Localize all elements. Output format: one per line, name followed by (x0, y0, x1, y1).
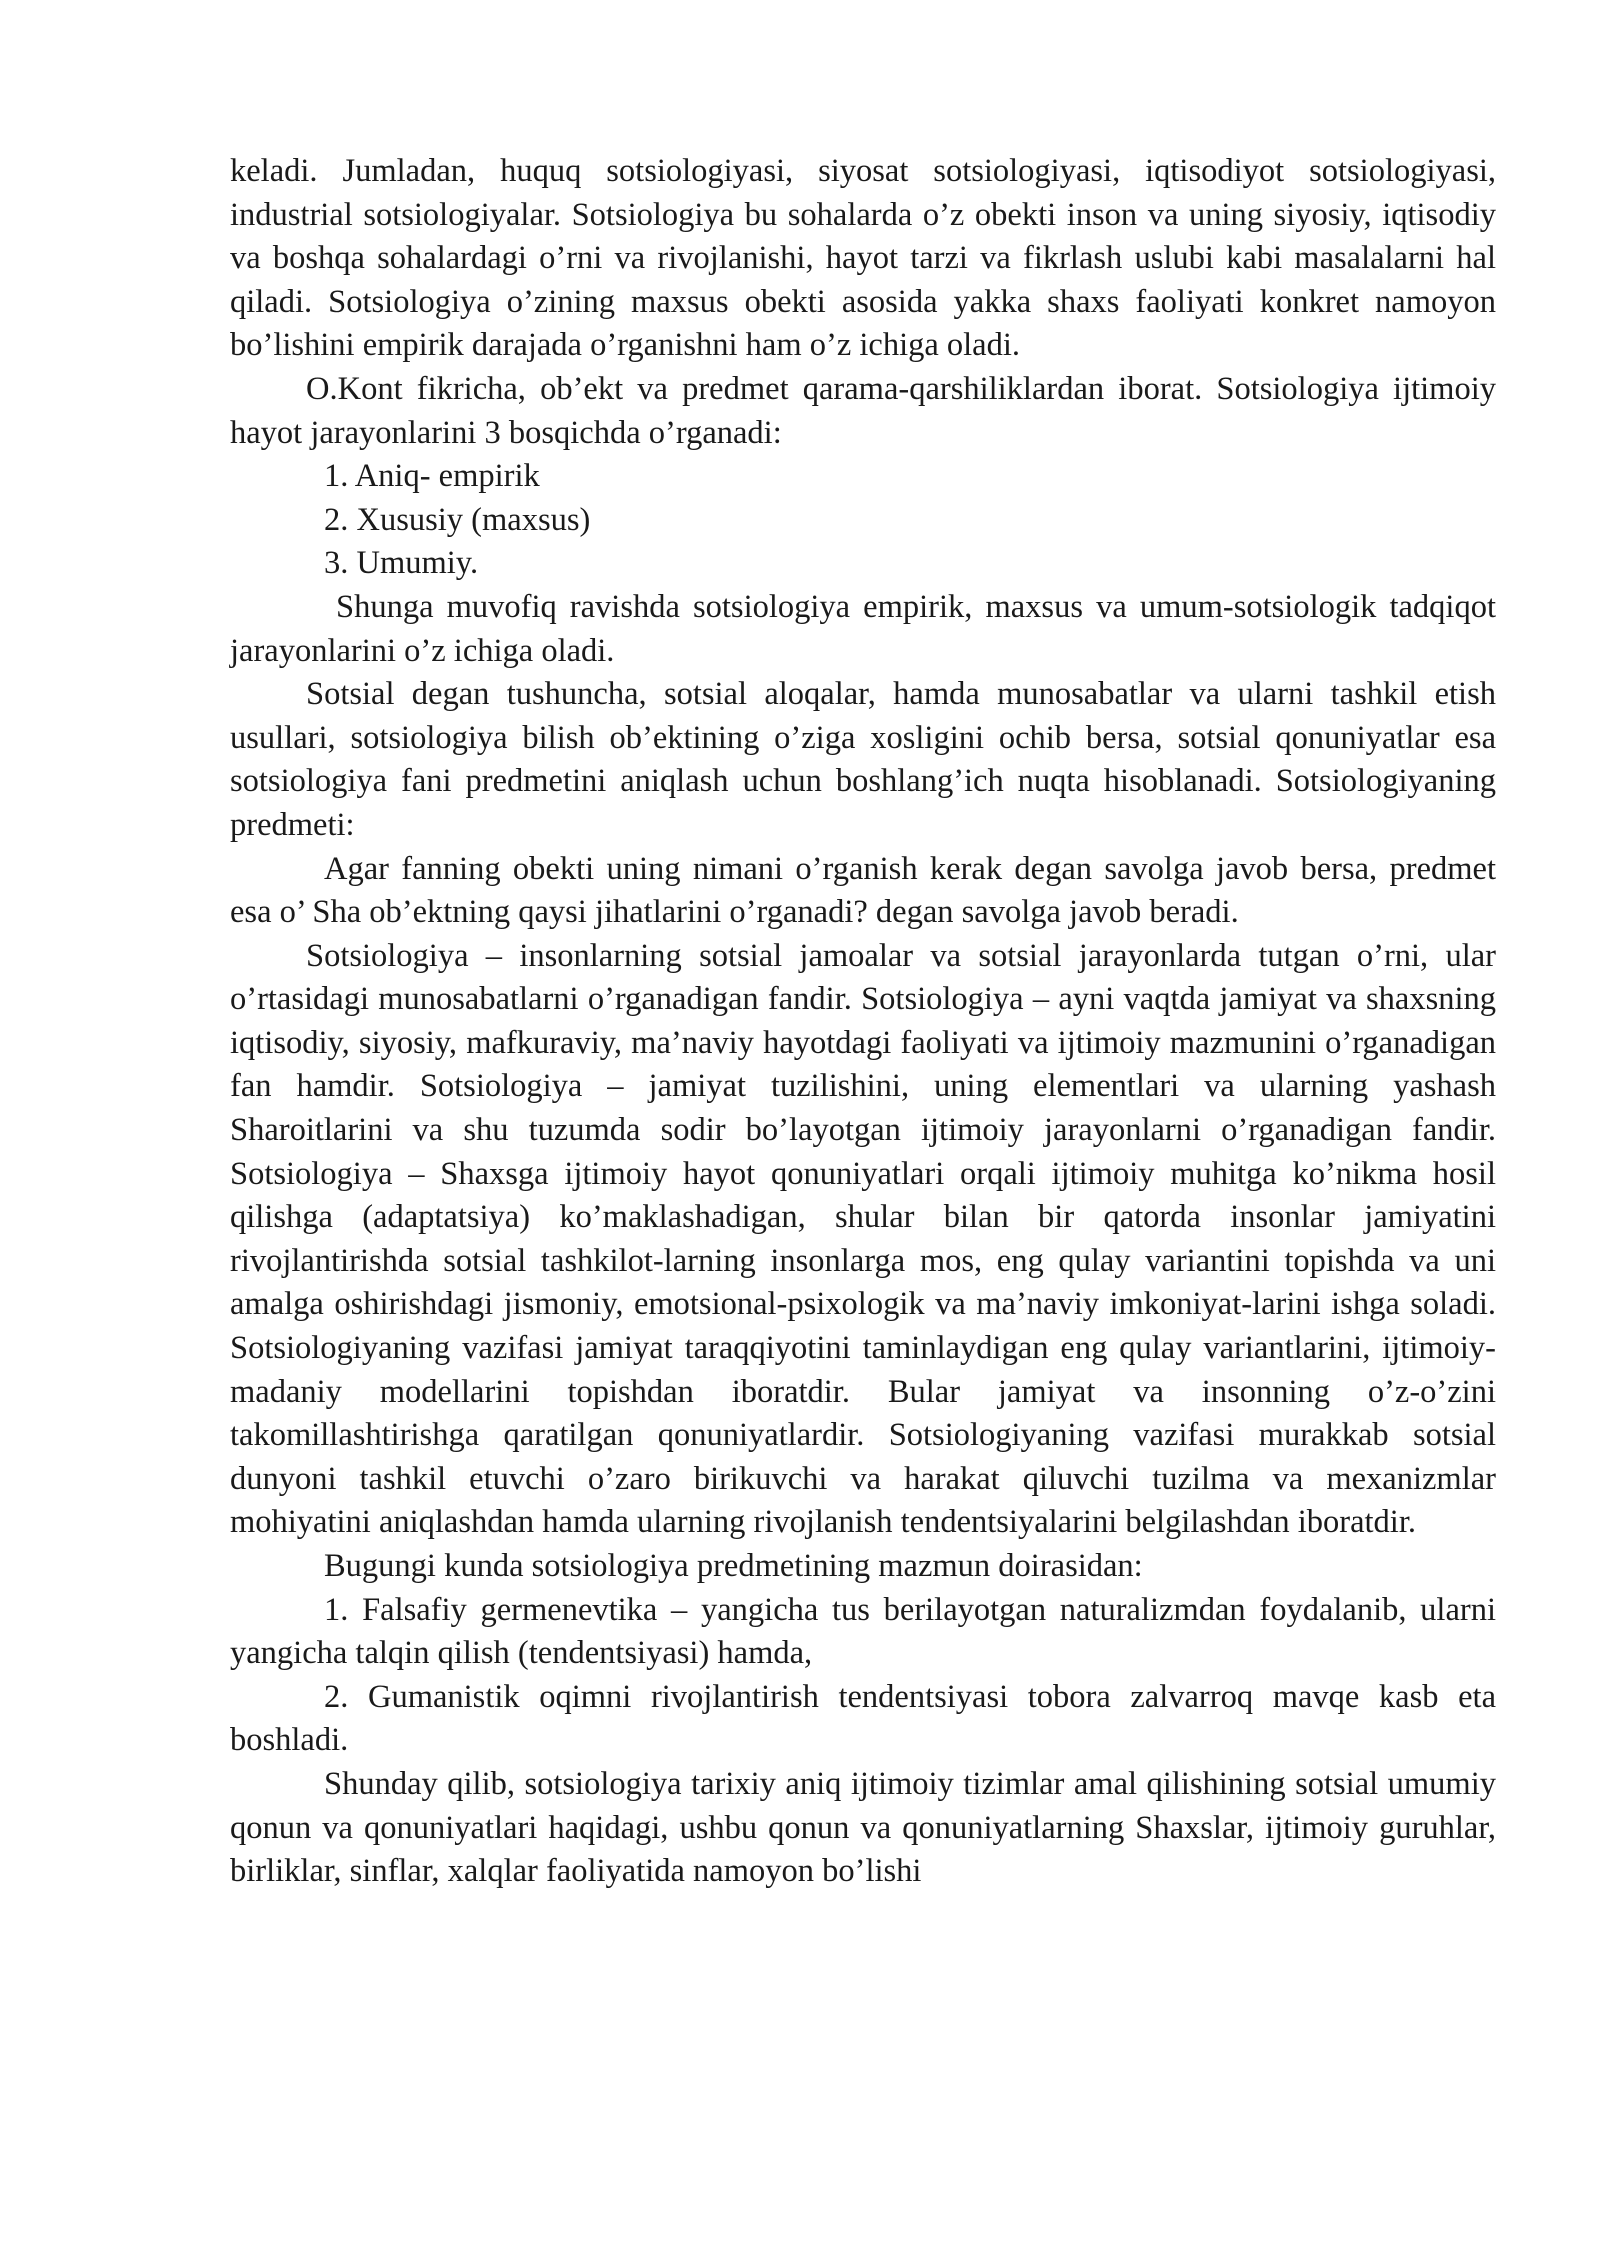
paragraph-conclusion: Shunday qilib, sotsiologiya tarixiy aniq ijtimoiy tizimlar amal qilishining sotsial umumiy qonun va qonuniyatlari haqidagi, ushbu qonun va qonuniyatlarning Shaxslar, ijtimoiy guruhlar, birliklar, sinflar, xalqlar faoliyatida namoyon bo’lishi (230, 1765, 1496, 1890)
list-item-stage-2: 2. Xususiy (maxsus) (324, 501, 591, 538)
paragraph-kont: O.Kont fikricha, ob’ekt va predmet qarama-qarshiliklardan iborat. Sotsiologiya ijtimoiy hayot jarayonlarini 3 bosqichda o’rganadi: (230, 370, 1496, 451)
paragraph-intro: keladi. Jumladan, huquq sotsiologiyasi, siyosat sotsiologiyasi, iqtisodiyot sotsiologiyasi, industrial sotsiologiyalar. Sotsiologiya bu sohalarda o’z obekti inson va uning siyosiy, iqtisodiy va boshqa sohalardagi o’rni va rivojlanishi, hayot tarzi va fikrlash uslubi kabi masalalarni hal qiladi. Sotsiologiya o’zining maxsus obekti asosida yakka shaxs faoliyati konkret namoyon bo’lishini empirik darajada o’rganishni ham o’z ichiga oladi. (230, 153, 1496, 364)
paragraph-today: Bugungi kunda sotsiologiya predmetining mazmun doirasidan: (324, 1548, 1143, 1584)
list-item-trend-1: 1. Falsafiy germenevtika – yangicha tus berilayotgan naturalizmdan foydalanib, ularni yangicha talqin qilish (tendentsiyasi) hamda, (230, 1591, 1496, 1672)
paragraph-definition: Sotsiologiya – insonlarning sotsial jamoalar va sotsial jarayonlarda tutgan o’rni, ular o’rtasidagi munosabatlarni o’rganadigan fandir. Sotsiologiya – ayni vaqtda jamiyat va shaxsning iqtisodiy, siyosiy, mafkuraviy, ma’naviy hayotdagi faoliyati va ijtimoiy mazmunini o’rganadigan fan hamdir. Sotsiologiya – jamiyat tuzilishini, uning elementlari va ularning yashash Sharoitlarini va shu tuzumda sodir bo’layotgan ijtimoiy jarayonlarni o’rganadigan fandir. Sotsiologiya – Shaxsga ijtimoiy hayot qonuniyatlari orqali ijtimoiy muhitga ko’nikma hosil qilishga (adaptatsiya) ko’maklashadigan, shular bilan bir qatorda insonlar jamiyatini rivojlantirishda sotsial tashkilot-larning insonlarga mos, eng qulay variantini topishda va uni amalga oshirishdagi jismoniy, emotsional-psixologik va ma’naviy imkoniyat-larini ishga soladi. Sotsiologiyaning vazifasi jamiyat taraqqiyotini taminlaydigan eng qulay variantlarini, ijtimoiy-madaniy modellarini topishdan iboratdir. Bular jamiyat va insonning o’z-o’zini takomillashtirishga qaratilgan qonuniyatlardir. Sotsiologiyaning vazifasi murakkab sotsial dunyoni tashkil etuvchi o’zaro birikuvchi va harakat qiluvchi tuzilma va mexanizmlar mohiyatini aniqlashdan hamda ularning rivojlanish tendentsiyalarini belgilashdan iboratdir. (230, 937, 1496, 1541)
list-item-stage-3: 3. Umumiy. (324, 545, 479, 582)
list-item-trend-2: 2. Gumanistik oqimni rivojlantirish tendentsiyasi tobora zalvarroq mavqe kasb eta boshladi. (230, 1678, 1496, 1759)
document-page (230, 150, 1496, 1894)
paragraph-empirical: Shunga muvofiq ravishda sotsiologiya empirik, maxsus va umum-sotsiologik tadqiqot jarayonlarini o’z ichiga oladi. (230, 588, 1496, 669)
paragraph-social-concept: Sotsial degan tushuncha, sotsial aloqalar, hamda munosabatlar va ularni tashkil etish usullari, sotsiologiya bilish ob’ektining o’ziga xosligini ochib bersa, sotsial qonuniyatlar esa sotsiologiya fani predmetini aniqlash uchun boshlang’ich nuqta hisoblanadi. Sotsiologiyaning predmeti: (230, 676, 1496, 843)
list-item-stage-1: 1. Aniq- empirik (324, 458, 540, 495)
paragraph-object-subject: Agar fanning obekti uning nimani o’rganish kerak degan savolga javob bersa, predmet esa o’ Sha ob’ektning qaysi jihatlarini o’rganadi? degan savolga javob beradi. (230, 850, 1496, 931)
